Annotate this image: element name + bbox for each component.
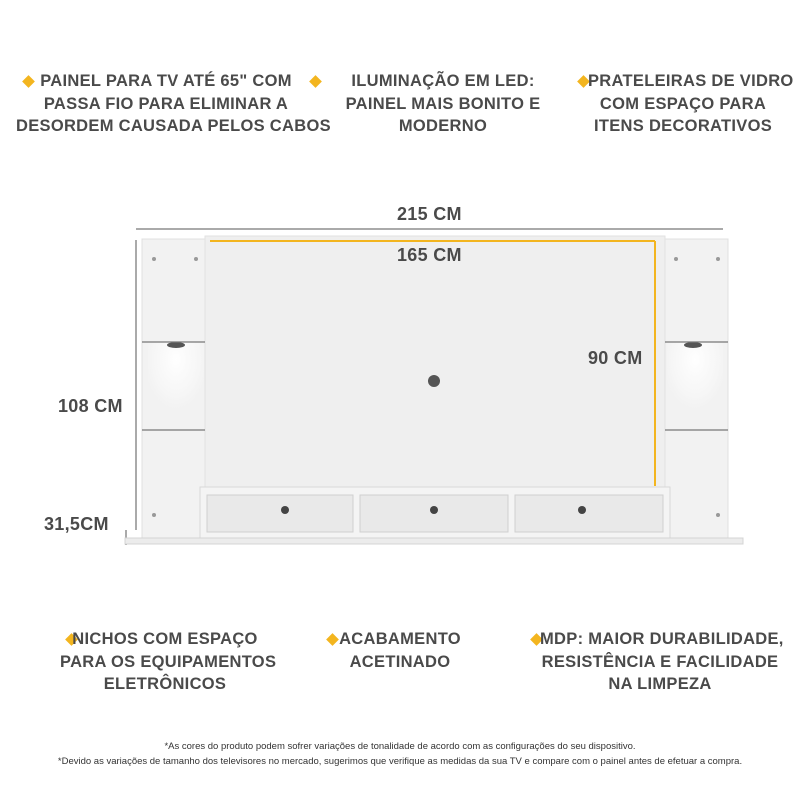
niche-cable-hole [281,506,289,514]
feature-line: PAINEL MAIS BONITO E [345,94,541,113]
total-width-label: 215 CM [397,204,462,224]
tv-height-label: 90 CM [588,348,643,368]
screw-icon [152,257,156,261]
cable-pass-hole [428,375,440,387]
screw-icon [716,513,720,517]
feature-line: RESISTÊNCIA E FACILIDADE [541,652,779,671]
tv-width-label: 165 CM [397,245,462,265]
footnote-tv-size: *Devido as variações de tamanho dos televisores no mercado, sugerimos que verifique as medidas da sua TV e compare com o painel antes de efetuar a compra. [57,756,743,767]
feature-line: COM ESPAÇO PARA [599,94,767,113]
depth-label: 31,5CM [44,514,109,534]
feature-line: NICHOS COM ESPAÇO [72,630,258,648]
feature-line: ILUMINAÇÃO EM LED: [351,72,535,90]
feature-niches [60,628,277,696]
niche-right [515,495,663,532]
left-led-glow [148,342,204,430]
niche-cable-hole [578,506,586,514]
feature-line: PRATELEIRAS DE VIDRO [588,72,794,90]
feature-line: MDP: MAIOR DURABILIDADE, [540,630,784,648]
right-led-light [684,342,702,348]
feature-line: NA LIMPEZA [608,675,712,693]
screw-icon [716,257,720,261]
feature-line: PASSA FIO PARA ELIMINAR A [43,94,289,113]
feature-line: DESORDEM CAUSADA PELOS CABOS [16,117,331,135]
left-led-light [167,342,185,348]
feature-mdp [540,628,784,696]
feature-line: ITENS DECORATIVOS [593,117,773,135]
niche-left [207,495,353,532]
niche-cable-hole [430,506,438,514]
feature-finish [335,628,465,673]
bottom-shelf [125,538,743,544]
feature-line: ACETINADO [349,652,451,671]
screw-icon [194,257,198,261]
total-height-label: 108 CM [58,396,123,416]
feature-line: PARA OS EQUIPAMENTOS [60,652,277,671]
right-led-glow [667,342,723,430]
feature-line: MODERNO [398,117,488,135]
feature-line: PAINEL PARA TV ATÉ 65" COM [40,72,292,90]
screw-icon [674,257,678,261]
screw-icon [152,513,156,517]
feature-line: ACABAMENTO [339,630,461,648]
feature-line: ELETRÔNICOS [103,675,227,693]
footnote-colors: *As cores do produto podem sofrer variações de tonalidade de acordo com as configurações do seu dispositivo. [164,741,636,752]
